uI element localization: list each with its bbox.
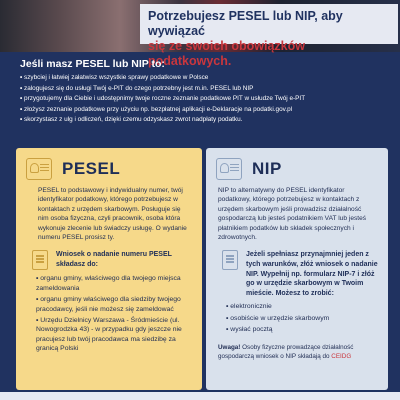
nip-sub-title: Jeżeli spełniasz przynajmniej jeden z tych warunków, złóż wniosek o nadanie NIP. Wypełnij np. formularz NIP-7 i złóż go w urzędzie skarbowym w Twoim mieście. Możesz to zrobić: — [246, 251, 378, 297]
intro-bullets — [20, 73, 392, 126]
nip-options — [226, 302, 378, 334]
bottom-strip — [0, 392, 400, 400]
headline-part2: się ze swoich obowiązków podatkowych. — [148, 39, 305, 68]
headline-part1: Potrzebujesz PESEL lub NIP, aby wywiązać — [148, 9, 343, 38]
nip-application — [222, 250, 378, 298]
pesel-options — [36, 274, 192, 353]
pesel-title: PESEL — [62, 159, 121, 178]
pesel-option: • organu gminy właściwego dla siedziby twojego pracodawcy, jeśli nie możesz się zameldować — [36, 295, 192, 314]
ceidg-label: CEIDG — [331, 352, 352, 360]
nip-box — [206, 148, 388, 390]
nip-header — [216, 156, 378, 182]
headline-banner — [140, 4, 398, 68]
nip-option: • elektronicznie — [226, 302, 378, 311]
pesel-box — [16, 148, 202, 390]
id-card-icon — [26, 158, 52, 180]
pesel-application — [32, 250, 192, 270]
pesel-header — [26, 156, 192, 182]
intro-bullet: • złożysz zeznanie podatkowe przy użyciu np. bezpłatnej aplikacji e-Deklaracje na podatki.gov.pl — [20, 105, 392, 116]
intro-title: Jeśli masz PESEL lub NIP to: — [20, 58, 165, 70]
nip-title: NIP — [252, 159, 282, 178]
nip-warning — [218, 343, 378, 361]
id-card-icon — [216, 158, 242, 180]
intro-bullet: • zalogujesz się do usługi Twój e-PIT do czego potrzebny jest m.in. PESEL lub NIP — [20, 84, 392, 95]
nip-description: NIP to alternatywny do PESEL identyfikator podatkowy, którego potrzebujesz w kontaktach z urzędem skarbowym jeśli prowadzisz działalność gospodarczą lub jesteś podatnikiem VAT lub jesteś płatnikiem podatków lub składek społecznych i zdrowotnych. — [218, 187, 367, 242]
nip-option: • osobiście w urzędzie skarbowym — [226, 314, 378, 323]
document-icon — [32, 250, 48, 270]
pesel-option: • organu gminy, właściwego dla twojego miejsca zameldowania — [36, 274, 192, 293]
document-icon — [222, 250, 238, 270]
pesel-description: PESEL to podstawowy i indywidualny numer, twój identyfikator podatkowy, którego potrzebujesz w kontaktach z urzędem skarbowym. Posługuje się nim osoba fizyczna, czyli pracownik, osoba która wykonuje zlecenie lub świadczy usługę. O wydanie numeru PESEL prosisz ty. — [38, 187, 187, 242]
pesel-sub-title: Wniosek o nadanie numeru PESEL składasz do: — [56, 251, 172, 269]
warning-label: Uwaga! — [218, 343, 241, 351]
intro-bullet: • przygotujemy dla Ciebie i udostępnimy twoje roczne zeznanie podatkowe PIT w usłudze Twój e-PIT — [20, 94, 392, 105]
warning-text: Osoby fizyczne prowadzące działalność gospodarczą wniosek o NIP składają do — [218, 343, 354, 360]
nip-option: • wysłać pocztą — [226, 325, 378, 334]
intro-bullet: • skorzystasz z ulg i odliczeń, dzięki czemu odzyskasz zwrot nadpłaty podatku. — [20, 115, 392, 126]
intro-bullet: • szybciej i łatwiej załatwisz wszystkie sprawy podatkowe w Polsce — [20, 73, 392, 84]
pesel-option: • Urzędu Dzielnicy Warszawa - Śródmieście (ul. Nowogrodzka 43) - w przypadku gdy jeszcze nie pracujesz lub twój pracodawca ma siedzibę za granicą Polski — [36, 316, 192, 354]
